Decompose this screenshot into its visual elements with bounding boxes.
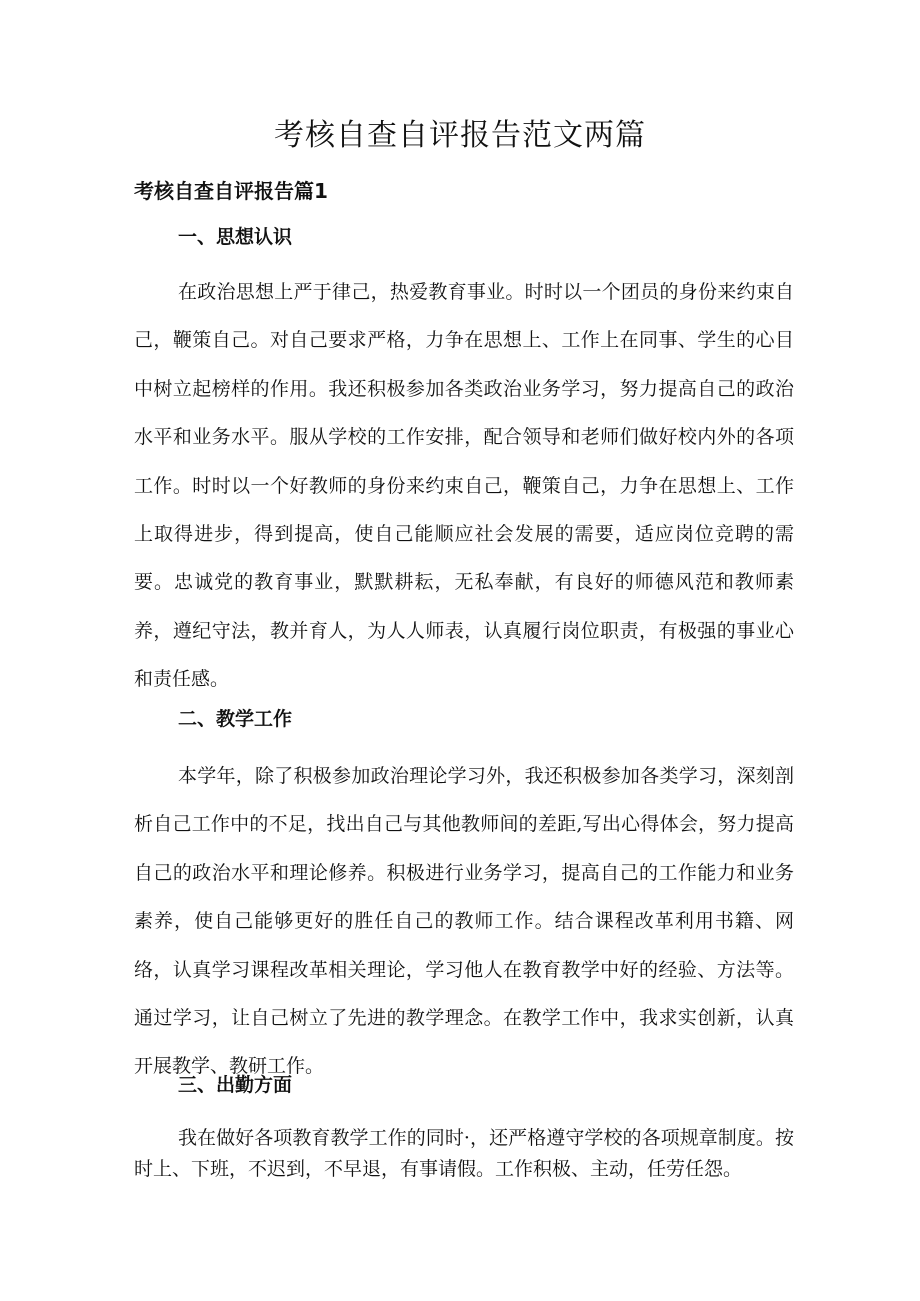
section-paragraph-thought: 在政治思想上严于律己，热爱教育事业。时时以一个团员的身份来约束自己，鞭策自己。对自己要求严格，力争在思想上、工作上在同事、学生的心目中树立起榜样的作用。我还积极参加各类政治业务学习，努力提高自己的政治水平和业务水平。服从学校的工作安排，配合领导和老师们做好校内外的各项工作。时时以一个好教师的身份来约束自己，鞭策自己，力争在思想上、工作上取得进步，得到提高，使自己能顺应社会发展的需要，适应岗位竞聘的需要。忠诚党的教育事业，默默耕耘，无私奉献，有良好的师德风范和教师素养，遵纪守法，教并育人，为人人师表，认真履行岗位职责，有极强的事业心和责任感。: [134, 281, 794, 691]
section-heading-thought: 一、思想认识: [178, 226, 293, 248]
document-title: 考核自查自评报告范文两篇: [274, 118, 646, 153]
section-paragraph-attendance: 我在做好各项教育教学工作的同时·，还严格遵守学校的各项规章制度。按时上、下班，不迟到，不早退，有事请假。工作积极、主动，任劳任怨。: [134, 1127, 794, 1180]
part-title: 考核自查自评报告篇1: [134, 179, 328, 203]
section-paragraph-teaching: 本学年，除了积极参加政治理论学习外，我还积极参加各类学习，深刻剖析自己工作中的不足，找出自己与其他教师间的差距,写出心得体会，努力提高自己的政治水平和理论修养。积极进行业务学习，提高自己的工作能力和业务素养，使自己能够更好的胜任自己的教师工作。结合课程改革利用书籍、网络，认真学习课程改革相关理论，学习他人在教育教学中好的经验、方法等。通过学习，让自己树立了先进的教学理念。在教学工作中，我求实创新，认真开展教学、教研工作。: [134, 765, 794, 1078]
section-heading-teaching: 二、教学工作: [178, 708, 293, 730]
section-heading-attendance: 三、出勤方面: [178, 1074, 293, 1096]
